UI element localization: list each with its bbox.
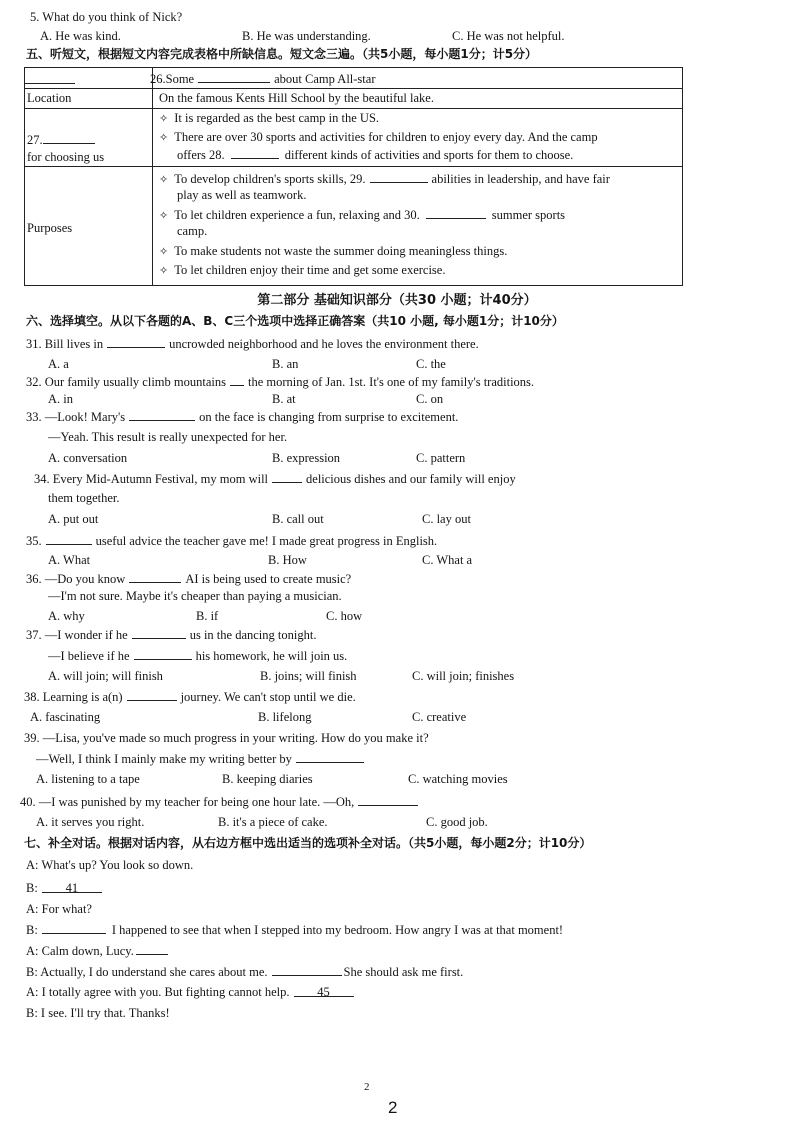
diamond-bullet-icon: ✧ (159, 112, 169, 125)
diamond-bullet-icon: ✧ (159, 264, 169, 277)
question-33-line-2: —Yeah. This result is really unexpected for her. (48, 430, 288, 444)
question-33-stem: 33. —Look! Mary's on the face is changing from surprise to excitement. (26, 410, 459, 424)
question-37-option-b: B. joins; will finish (260, 669, 357, 683)
page-number-small: 2 (364, 1081, 370, 1093)
page-number: 2 (388, 1098, 398, 1117)
dialogue-line-7: A: I totally agree with you. But fighting cannot help. 45 (26, 985, 354, 1000)
question-31-option-c: C. the (416, 357, 446, 371)
question-36-line-2: —I'm not sure. Maybe it's cheaper than paying a musician. (48, 589, 342, 603)
question-33-option-c: C. pattern (416, 451, 466, 465)
diamond-bullet-icon: ✧ (159, 173, 169, 186)
diamond-bullet-icon: ✧ (159, 131, 169, 144)
purpose-bullet-2: ✧ To let children experience a fun, relaxing and 30. summer sports (159, 208, 566, 222)
purpose-bullet-1-cont: play as well as teamwork. (177, 188, 307, 202)
row-label-27-sub: for choosing us (27, 150, 105, 164)
question-32-stem: 32. Our family usually climb mountains the morning of Jan. 1st. It's one of my family's traditions. (26, 375, 535, 389)
camp-info-table (24, 67, 683, 286)
dialogue-line-5: A: Calm down, Lucy. (26, 943, 168, 959)
section-6-instruction: 六、选择填空。从以下各题的A、B、C三个选项中选择正确答案（共10 小题, 每小题1分；计10分） (26, 314, 564, 328)
question-5-option-a: A. He was kind. (40, 29, 121, 43)
section-7-instruction: 七、补全对话。根据对话内容，从右边方框中选出适当的选项补全对话。（共5小题，每小题2分；计10分） (24, 836, 592, 850)
reason-bullet-2: ✧ There are over 30 sports and activities for children to enjoy every day. And the camp (159, 130, 598, 144)
question-36-option-b: B. if (196, 609, 219, 623)
question-40-option-a: A. it serves you right. (36, 815, 145, 829)
question-38-stem: 38. Learning is a(n) journey. We can't stop until we die. (24, 690, 356, 704)
question-34-stem: 34. Every Mid-Autumn Festival, my mom will delicious dishes and our family will enjoy (34, 472, 516, 486)
purpose-bullet-3: ✧ To make students not waste the summer doing meaningless things. (159, 244, 508, 258)
question-32-option-b: B. at (272, 392, 296, 406)
part-2-title: 第二部分 基础知识部分（共30 小题；计40分） (257, 293, 537, 308)
row-location-text: On the famous Kents Hill School by the beautiful lake. (159, 91, 434, 105)
dialogue-line-4: B: I happened to see that when I stepped into my bedroom. How angry I was at that moment! (26, 923, 564, 937)
question-34-line-2: them together. (48, 491, 120, 505)
question-38-option-a: A. fascinating (30, 710, 101, 724)
question-39-stem: 39. —Lisa, you've made so much progress in your writing. How do you make it? (24, 731, 429, 745)
section-5-instruction: 五、听短文，根据短文内容完成表格中所缺信息。短文念三遍。（共5小题，每小题1分；计5分） (26, 47, 538, 61)
reason-bullet-1: ✧ It is regarded as the best camp in the US. (159, 111, 380, 125)
table-blank-corner (25, 71, 75, 84)
question-5-option-b: B. He was understanding. (242, 29, 371, 43)
question-5-option-c: C. He was not helpful. (452, 29, 565, 43)
table-title: 26.Some about Camp All-star (150, 72, 376, 86)
question-40-option-b: B. it's a piece of cake. (218, 815, 328, 829)
question-38-option-c: C. creative (412, 710, 467, 724)
question-37-option-c: C. will join; finishes (412, 669, 515, 683)
diamond-bullet-icon: ✧ (159, 209, 169, 222)
dialogue-line-8: B: I see. I'll try that. Thanks! (26, 1006, 170, 1020)
purpose-bullet-1: ✧ To develop children's sports skills, 29. abilities in leadership, and have fair (159, 172, 610, 186)
question-5-stem: 5. What do you think of Nick? (30, 10, 183, 24)
question-39-option-c: C. watching movies (408, 772, 508, 786)
question-36-stem: 36. —Do you know AI is being used to create music? (26, 572, 352, 586)
question-37-line-2: —I believe if he his homework, he will join us. (48, 649, 348, 663)
question-35-option-a: A. What (48, 553, 91, 567)
purpose-bullet-4: ✧ To let children enjoy their time and get some exercise. (159, 263, 446, 277)
question-31-stem: 31. Bill lives in uncrowded neighborhood and he loves the environment there. (26, 337, 479, 351)
question-36-option-a: A. why (48, 609, 85, 623)
question-37-option-a: A. will join; will finish (48, 669, 163, 683)
reason-bullet-2-cont: offers 28. different kinds of activities and sports for them to choose. (177, 148, 574, 162)
question-39-option-a: A. listening to a tape (36, 772, 140, 786)
diamond-bullet-icon: ✧ (159, 245, 169, 258)
dialogue-line-1: A: What's up? You look so down. (26, 858, 194, 872)
question-35-option-c: C. What a (422, 553, 473, 567)
dialogue-line-3: A: For what? (26, 902, 92, 916)
question-40-option-c: C. good job. (426, 815, 488, 829)
question-38-option-b: B. lifelong (258, 710, 312, 724)
dialogue-line-2: B: 41 (26, 881, 102, 896)
question-39-line-2: —Well, I think I mainly make my writing better by (36, 751, 364, 767)
question-33-option-b: B. expression (272, 451, 341, 465)
dialogue-line-6: B: Actually, I do understand she cares about me. She should ask me first. (26, 965, 464, 979)
question-37-stem: 37. —I wonder if he us in the dancing tonight. (26, 628, 317, 642)
question-33-option-a: A. conversation (48, 451, 128, 465)
question-34-option-c: C. lay out (422, 512, 471, 526)
question-35-stem: 35. useful advice the teacher gave me! I made great progress in English. (26, 534, 438, 548)
question-32-option-c: C. on (416, 392, 444, 406)
row-label-27: 27. (27, 132, 95, 148)
question-40-stem: 40. —I was punished by my teacher for being one hour late. —Oh, (20, 794, 418, 810)
question-34-option-b: B. call out (272, 512, 324, 526)
question-31-option-a: A. a (48, 357, 69, 371)
purpose-bullet-2-cont: camp. (177, 224, 208, 238)
row-label-purposes: Purposes (27, 221, 73, 235)
question-36-option-c: C. how (326, 609, 363, 623)
question-35-option-b: B. How (268, 553, 307, 567)
question-34-option-a: A. put out (48, 512, 99, 526)
question-32-option-a: A. in (48, 392, 73, 406)
question-39-option-b: B. keeping diaries (222, 772, 313, 786)
row-label-location: Location (27, 91, 72, 105)
question-31-option-b: B. an (272, 357, 299, 371)
